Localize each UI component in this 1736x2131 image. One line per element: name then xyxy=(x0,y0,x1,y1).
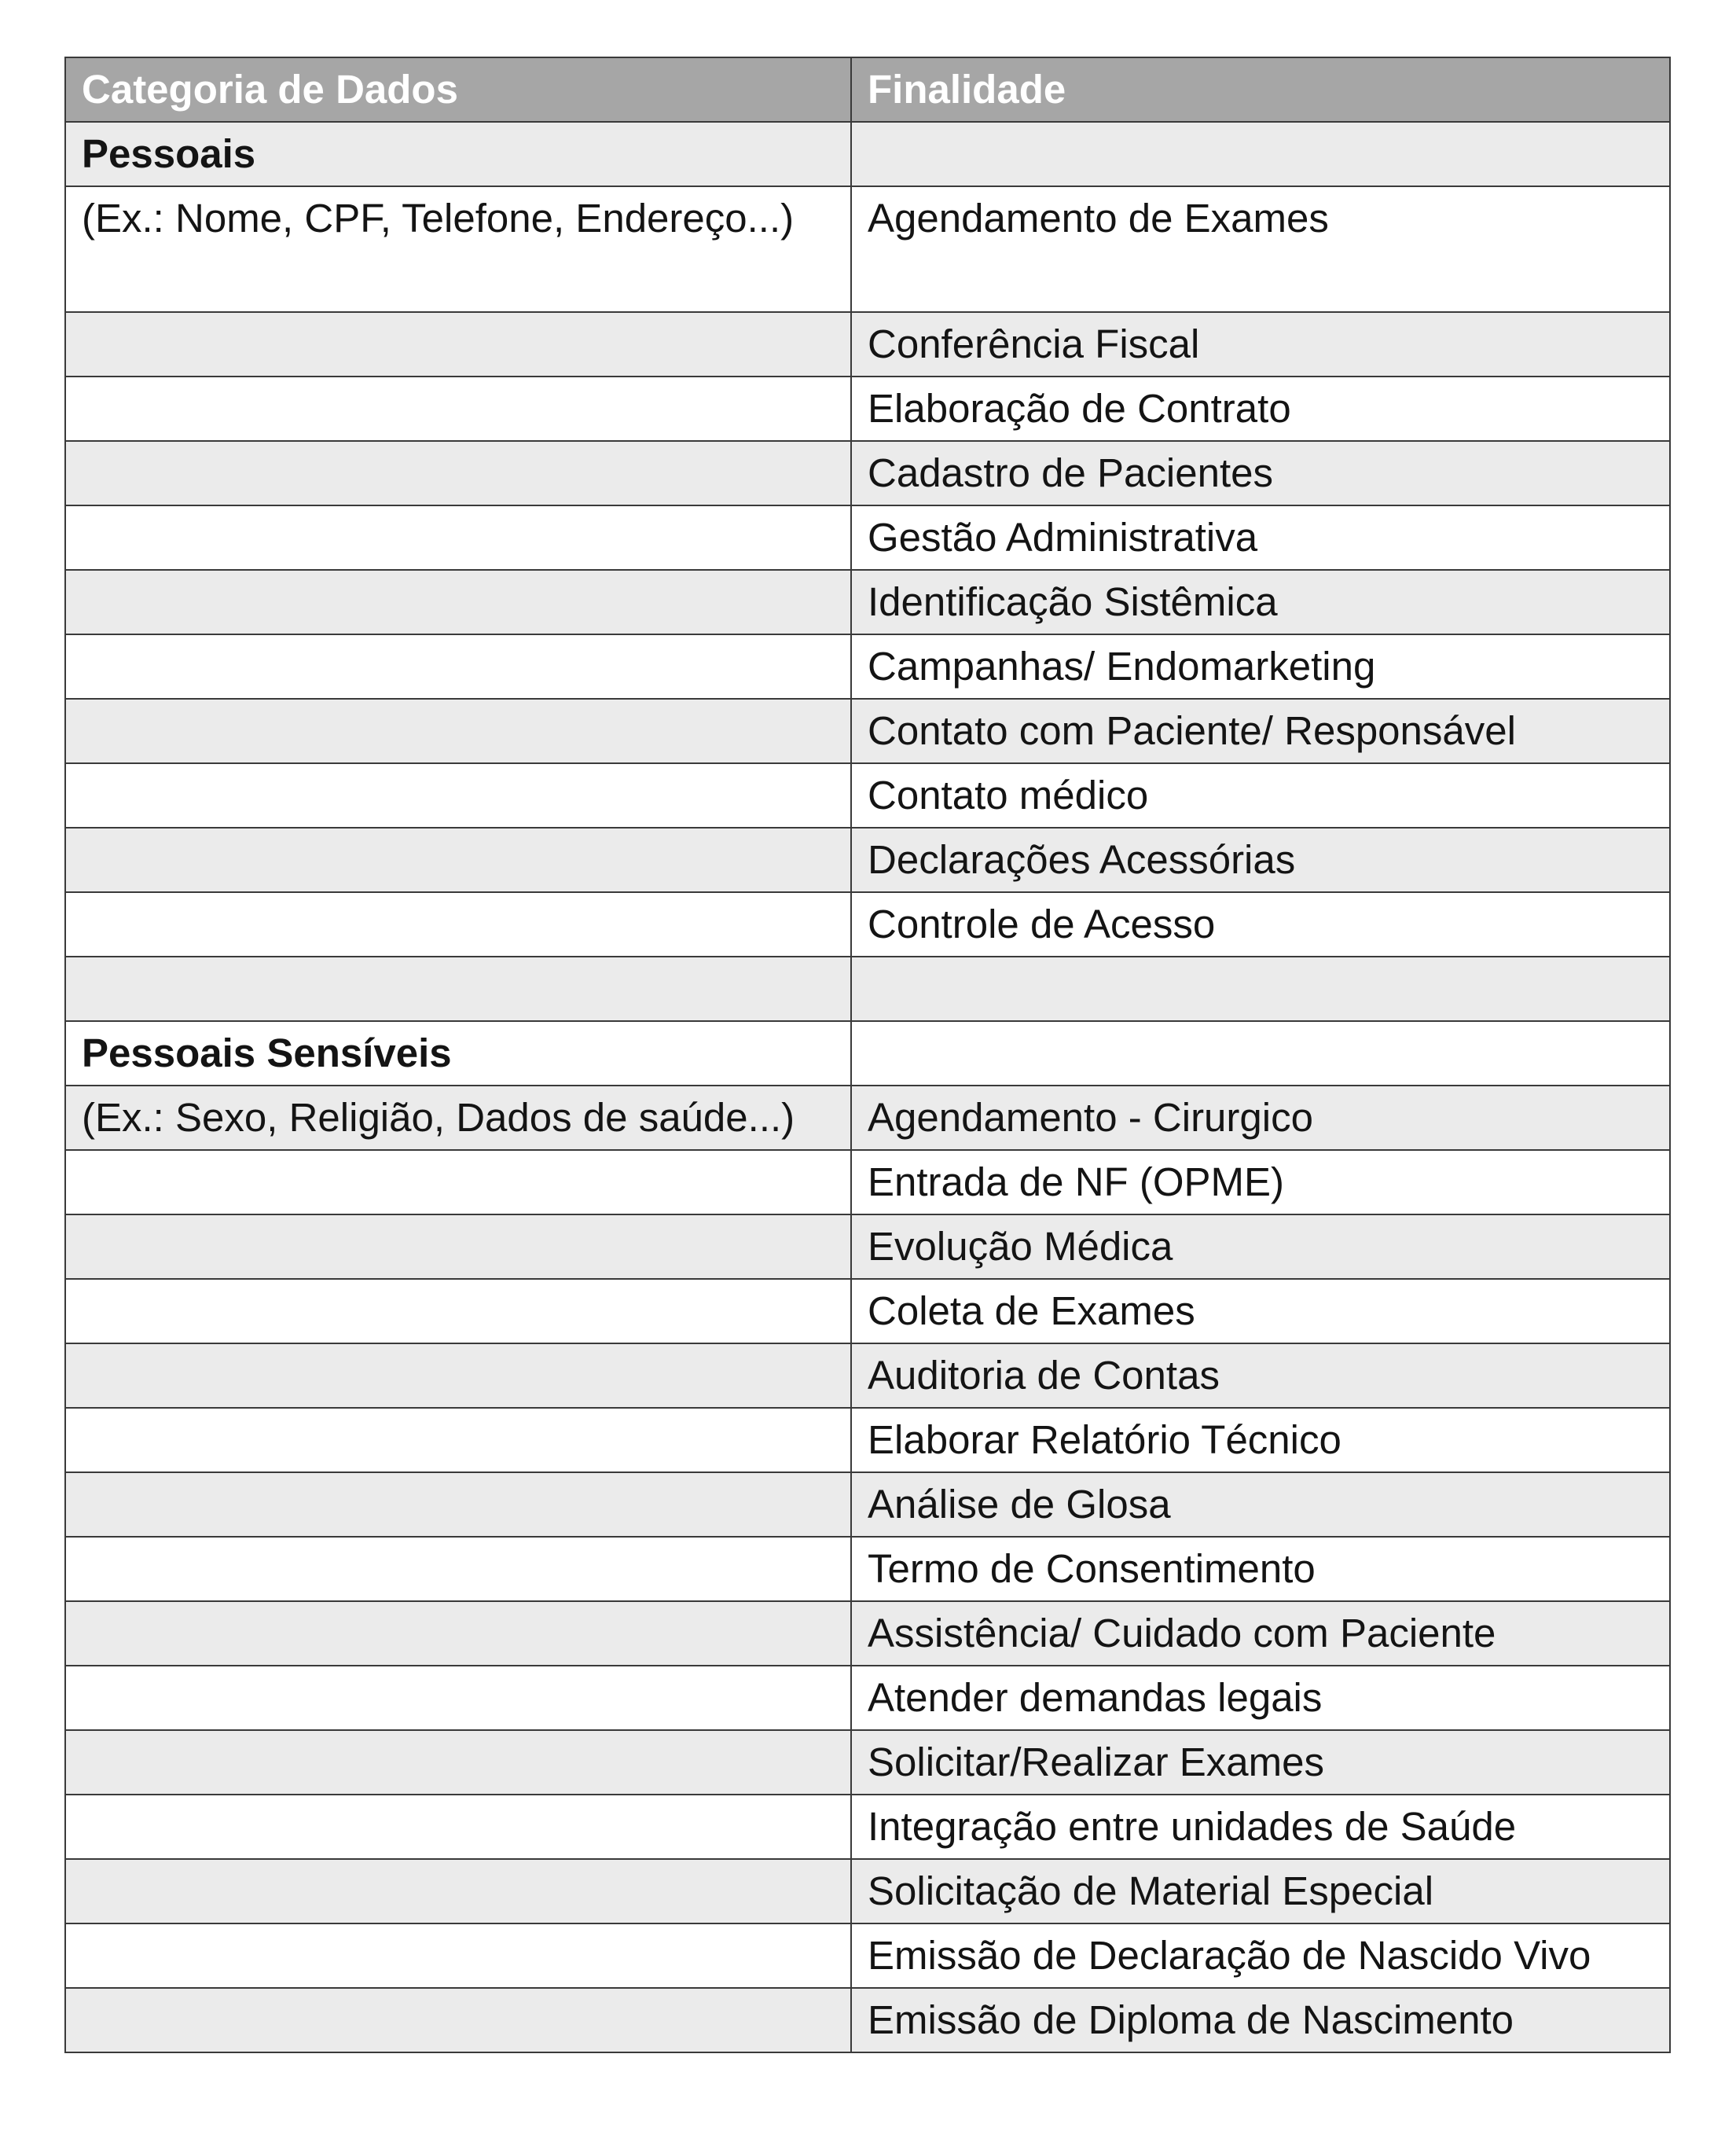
category-cell xyxy=(65,1859,851,1923)
category-cell: (Ex.: Sexo, Religião, Dados de saúde...) xyxy=(65,1086,851,1150)
purpose-cell: Auditoria de Contas xyxy=(851,1343,1670,1408)
header-categoria: Categoria de Dados xyxy=(65,57,851,122)
purpose-cell: Entrada de NF (OPME) xyxy=(851,1150,1670,1214)
category-cell xyxy=(65,699,851,763)
category-cell: Pessoais xyxy=(65,122,851,186)
table-row xyxy=(65,1214,1670,1279)
category-cell xyxy=(65,1730,851,1795)
category-cell xyxy=(65,377,851,441)
table-row xyxy=(65,957,1670,1021)
table-row xyxy=(65,892,1670,957)
table-header-row xyxy=(65,57,1670,122)
purpose-cell: Análise de Glosa xyxy=(851,1472,1670,1537)
purpose-cell: Emissão de Declaração de Nascido Vivo xyxy=(851,1923,1670,1988)
category-cell: Pessoais Sensíveis xyxy=(65,1021,851,1086)
purpose-cell: Agendamento de Exames xyxy=(851,186,1670,312)
table-row xyxy=(65,1150,1670,1214)
category-cell xyxy=(65,763,851,828)
category-cell xyxy=(65,1988,851,2052)
table-row xyxy=(65,1408,1670,1472)
table-row xyxy=(65,505,1670,570)
header-finalidade: Finalidade xyxy=(851,57,1670,122)
purpose-cell: Contato com Paciente/ Responsável xyxy=(851,699,1670,763)
category-cell: (Ex.: Nome, CPF, Telefone, Endereço...) xyxy=(65,186,851,312)
category-cell xyxy=(65,1795,851,1859)
purpose-cell: Coleta de Exames xyxy=(851,1279,1670,1343)
table-row xyxy=(65,1343,1670,1408)
table-row xyxy=(65,377,1670,441)
category-cell xyxy=(65,957,851,1021)
table-row xyxy=(65,1601,1670,1666)
purpose-cell: Assistência/ Cuidado com Paciente xyxy=(851,1601,1670,1666)
table-row xyxy=(65,1021,1670,1086)
table-row xyxy=(65,1795,1670,1859)
category-cell xyxy=(65,505,851,570)
table-row xyxy=(65,312,1670,377)
table-row xyxy=(65,634,1670,699)
table-row xyxy=(65,1859,1670,1923)
purpose-cell: Evolução Médica xyxy=(851,1214,1670,1279)
table-row xyxy=(65,1923,1670,1988)
category-cell xyxy=(65,1150,851,1214)
table-row xyxy=(65,1988,1670,2052)
purpose-cell: Elaboração de Contrato xyxy=(851,377,1670,441)
table-row xyxy=(65,1537,1670,1601)
category-cell xyxy=(65,892,851,957)
purpose-cell: Elaborar Relatório Técnico xyxy=(851,1408,1670,1472)
purpose-cell: Controle de Acesso xyxy=(851,892,1670,957)
category-cell xyxy=(65,1537,851,1601)
table-row xyxy=(65,1666,1670,1730)
category-cell xyxy=(65,1666,851,1730)
category-cell xyxy=(65,828,851,892)
table-body xyxy=(65,122,1670,2052)
category-cell xyxy=(65,1279,851,1343)
purpose-cell: Identificação Sistêmica xyxy=(851,570,1670,634)
purpose-cell xyxy=(851,122,1670,186)
purpose-cell: Campanhas/ Endomarketing xyxy=(851,634,1670,699)
table-row xyxy=(65,828,1670,892)
purpose-cell: Agendamento - Cirurgico xyxy=(851,1086,1670,1150)
table-row xyxy=(65,122,1670,186)
table-row xyxy=(65,441,1670,505)
purpose-cell: Emissão de Diploma de Nascimento xyxy=(851,1988,1670,2052)
table-row xyxy=(65,1279,1670,1343)
purpose-cell: Atender demandas legais xyxy=(851,1666,1670,1730)
purpose-cell: Termo de Consentimento xyxy=(851,1537,1670,1601)
table-row xyxy=(65,1086,1670,1150)
category-cell xyxy=(65,1408,851,1472)
table-row xyxy=(65,1472,1670,1537)
purpose-cell xyxy=(851,957,1670,1021)
category-cell xyxy=(65,1472,851,1537)
purpose-cell xyxy=(851,1021,1670,1086)
category-cell xyxy=(65,1601,851,1666)
purpose-cell: Contato médico xyxy=(851,763,1670,828)
purpose-cell: Cadastro de Pacientes xyxy=(851,441,1670,505)
table-row xyxy=(65,763,1670,828)
purpose-cell: Solicitar/Realizar Exames xyxy=(851,1730,1670,1795)
purpose-cell: Gestão Administrativa xyxy=(851,505,1670,570)
purpose-cell: Conferência Fiscal xyxy=(851,312,1670,377)
category-cell xyxy=(65,1343,851,1408)
purpose-cell: Integração entre unidades de Saúde xyxy=(851,1795,1670,1859)
category-cell xyxy=(65,1214,851,1279)
purpose-cell: Declarações Acessórias xyxy=(851,828,1670,892)
category-cell xyxy=(65,441,851,505)
category-cell xyxy=(65,1923,851,1988)
category-cell xyxy=(65,312,851,377)
table-row xyxy=(65,570,1670,634)
table-row xyxy=(65,186,1670,312)
purpose-cell: Solicitação de Material Especial xyxy=(851,1859,1670,1923)
category-cell xyxy=(65,634,851,699)
table-row xyxy=(65,699,1670,763)
category-cell xyxy=(65,570,851,634)
table-row xyxy=(65,1730,1670,1795)
data-purpose-table xyxy=(64,57,1671,2053)
